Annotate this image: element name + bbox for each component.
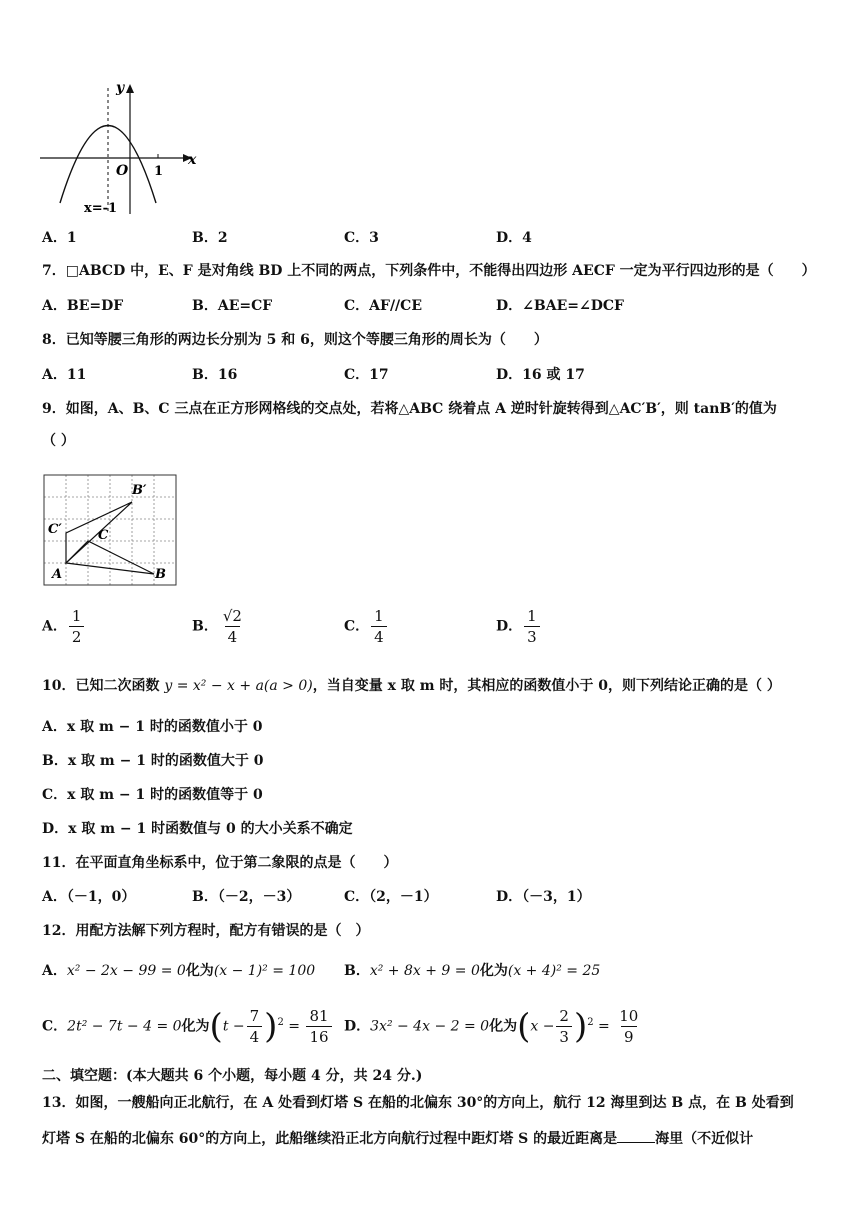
symmetry-axis-label: x=-1	[84, 201, 118, 216]
q12-option-a[interactable]: A．x² − 2x − 99 = 0化为(x − 1)² = 100	[42, 963, 316, 979]
label-c-prime: C′	[48, 522, 62, 537]
q10-option-c[interactable]: C．x 取 m − 1 时的函数值等于 0	[42, 787, 263, 803]
q11-option-a[interactable]: A．（－1，0）	[42, 889, 136, 905]
q9-stem-paren: （ ）	[42, 433, 75, 449]
section-title: 二、填空题：(本大题共 6 个小题，每小题 4 分，共 24 分.)	[42, 1068, 423, 1084]
label-a: A	[52, 567, 63, 582]
q9-option-a-fraction: $\frac{1}{2}$	[69, 606, 85, 647]
origin-label: O	[116, 163, 129, 179]
q7-stem: 7．□ABCD 中，E、F 是对角线 BD 上不同的两点，下列条件中，不能得出四边形 AECF 一定为平行四边形的是（ ）	[42, 263, 816, 279]
q10-option-d[interactable]: D．x 取 m − 1 时函数值与 0 的大小关系不确定	[42, 821, 353, 837]
q13-line2: 灯塔 S 在船的北偏东 60°的方向上，此船继续沿正北方向航行过程中距灯塔 S 的最近距离是 海里（不近似计	[42, 1128, 753, 1148]
q9-option-d-fraction: $\frac{1}{3}$	[524, 606, 540, 647]
triangle-abc	[66, 541, 154, 574]
q9-option-b[interactable]	[192, 606, 247, 647]
q6-option-a[interactable]: A．1	[42, 230, 77, 246]
q8-stem: 8．已知等腰三角形的两边长分别为 5 和 6，则这个等腰三角形的周长为（ ）	[42, 332, 548, 348]
q9-option-b-label: B．	[192, 618, 218, 635]
q10-option-a[interactable]: A．x 取 m − 1 时的函数值小于 0	[42, 719, 263, 735]
q10-stem: 10．已知二次函数 y = x² − x + a(a > 0)，当自变量 x 取 m 时，其相应的函数值小于 0，则下列结论正确的是（ ）	[42, 678, 781, 694]
q9-option-a[interactable]	[42, 606, 86, 647]
label-b-prime: B′	[132, 483, 147, 498]
q12-stem: 12．用配方法解下列方程时，配方有错误的是（ ）	[42, 923, 370, 939]
q11-stem: 11．在平面直角坐标系中，位于第二象限的点是（ ）	[42, 855, 398, 871]
parabola-graph	[30, 78, 205, 218]
q12-option-d[interactable]: D．3x² − 4x − 2 = 0化为(x − $\frac{2}{3}$ )$^2$ = $\frac{10}{9}$	[344, 1006, 639, 1047]
q10-function: y = x² − x + a(a > 0)	[164, 678, 313, 694]
q6-option-c[interactable]: C．3	[344, 230, 379, 246]
q11-option-c[interactable]: C．（2，－1）	[344, 889, 438, 905]
q9-option-c-label: C．	[344, 618, 370, 635]
q7-option-d[interactable]: D．∠BAE=∠DCF	[496, 298, 624, 314]
q13-answer-blank[interactable]	[617, 1128, 655, 1143]
q7-option-a[interactable]: A．BE=DF	[42, 298, 124, 314]
q9-stem: 9．如图，A、B、C 三点在正方形网格线的交点处，若将△ABC 绕着点 A 逆时针旋转得到△AC′B′，则 tanB′的值为	[42, 401, 777, 417]
q8-option-a[interactable]: A．11	[42, 367, 87, 383]
q10-option-b[interactable]: B．x 取 m − 1 时的函数值大于 0	[42, 753, 264, 769]
q8-option-d[interactable]: D．16 或 17	[496, 367, 585, 383]
q6-option-d[interactable]: D．4	[496, 230, 532, 246]
q7-option-c[interactable]: C．AF//CE	[344, 298, 422, 314]
q9-option-a-label: A．	[42, 618, 67, 635]
grid-figure	[42, 472, 178, 588]
label-b: B	[155, 567, 166, 582]
q12-option-b[interactable]: B．x² + 8x + 9 = 0化为(x + 4)² = 25	[344, 963, 601, 979]
label-c: C	[98, 528, 109, 543]
q9-option-d-label: D．	[496, 618, 523, 635]
q6-option-b[interactable]: B．2	[192, 230, 228, 246]
tick-1-label: 1	[154, 164, 164, 179]
q9-option-c[interactable]	[344, 606, 389, 647]
y-axis-arrow	[126, 84, 134, 93]
q12-option-c[interactable]: C．2t² − 7t − 4 = 0化为(t − $\frac{7}{4}$ )$^2$ = $\frac{81}{16}$	[42, 1006, 334, 1047]
q11-option-d[interactable]: D．（－3，1）	[496, 889, 591, 905]
q8-option-c[interactable]: C．17	[344, 367, 389, 383]
q11-option-b[interactable]: B．（－2，－3）	[192, 889, 301, 905]
y-label: y	[116, 80, 125, 96]
x-label: x	[188, 152, 197, 168]
q9-option-c-fraction: $\frac{1}{4}$	[371, 606, 387, 647]
q9-option-d[interactable]	[496, 606, 542, 647]
q13-line1: 13．如图，一艘船向正北航行，在 A 处看到灯塔 S 在船的北偏东 30°的方向上，航行 12 海里到达 B 点，在 B 处看到	[42, 1095, 794, 1111]
q7-option-b[interactable]: B．AE=CF	[192, 298, 273, 314]
q8-option-b[interactable]: B．16	[192, 367, 238, 383]
q9-option-b-fraction: $\frac{√2}{4}$	[222, 607, 242, 646]
